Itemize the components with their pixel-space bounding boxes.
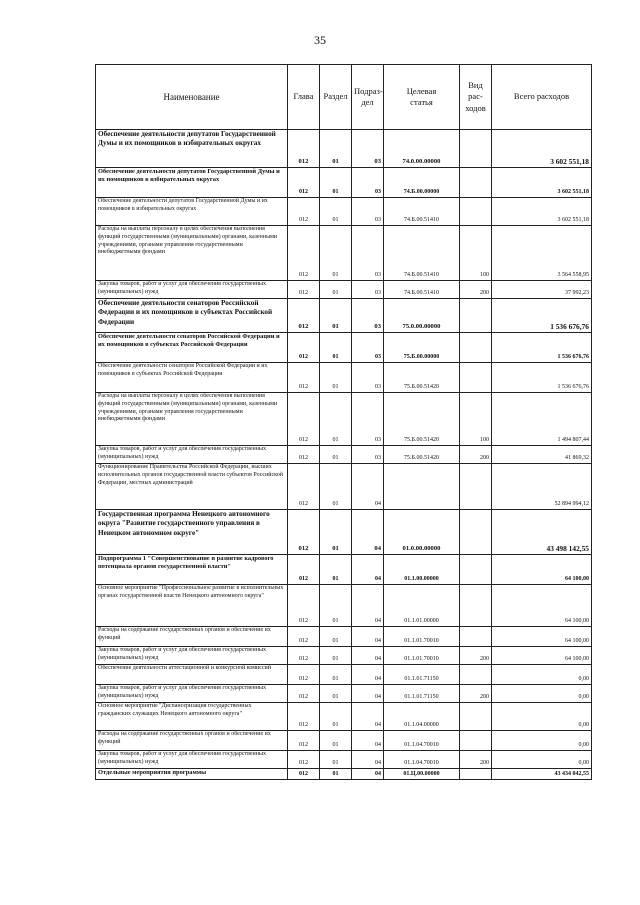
cell-glava: 012 <box>288 627 320 647</box>
cell-podrazdel: 03 <box>352 226 384 281</box>
cell-podrazdel: 03 <box>352 333 384 363</box>
cell-podrazdel: 03 <box>352 299 384 333</box>
cell-glava: 012 <box>288 585 320 627</box>
cell-razdel: 01 <box>320 446 352 464</box>
cell-total: 52 894 994,12 <box>492 464 592 510</box>
cell-name: Основное мероприятие "Диспансеризация государственных гражданских служащих Ненецкого автономного округа" <box>96 703 288 731</box>
cell-name: Отдельные мероприятия программы <box>96 769 288 780</box>
cell-name: Закупка товаров, работ и услуг для обеспечения государственных (муниципальных) нужд <box>96 751 288 769</box>
cell-celevaya: 74.Б.00.51410 <box>384 281 460 299</box>
cell-podrazdel: 03 <box>352 393 384 446</box>
cell-celevaya: 01.Ц.00.00000 <box>384 769 460 780</box>
cell-glava: 012 <box>288 130 320 168</box>
cell-razdel: 01 <box>320 627 352 647</box>
cell-name: Закупка товаров, работ и услуг для обеспечения государственных (муниципальных) нужд <box>96 281 288 299</box>
cell-celevaya: 74.Б.00.00000 <box>384 168 460 198</box>
cell-podrazdel: 03 <box>352 446 384 464</box>
cell-name: Расходы на выплаты персоналу в целях обеспечения выполнения функций государственными (муниципальными) органами, казенными учреждениями, органами управления государственными внебюджетными фондами <box>96 226 288 281</box>
table-row <box>96 731 592 751</box>
cell-podrazdel: 04 <box>352 647 384 665</box>
header-name: Наименование <box>96 65 288 130</box>
table-row <box>96 130 592 168</box>
cell-total: 3 602 551,18 <box>492 130 592 168</box>
cell-celevaya: 75.0.00.00000 <box>384 299 460 333</box>
cell-glava: 012 <box>288 769 320 780</box>
cell-total: 0,00 <box>492 751 592 769</box>
cell-razdel: 01 <box>320 647 352 665</box>
cell-vid <box>460 363 492 393</box>
cell-vid <box>460 627 492 647</box>
cell-podrazdel: 04 <box>352 510 384 555</box>
cell-razdel: 01 <box>320 226 352 281</box>
cell-celevaya: 01.1.04.00000 <box>384 703 460 731</box>
cell-vid <box>460 130 492 168</box>
cell-celevaya: 01.1.01.00000 <box>384 585 460 627</box>
header-vid: Вид рас- ходов <box>460 65 492 130</box>
cell-vid <box>460 510 492 555</box>
cell-vid <box>460 585 492 627</box>
cell-glava: 012 <box>288 510 320 555</box>
cell-celevaya: 74.Б.00.51410 <box>384 226 460 281</box>
header-razdel: Раздел <box>320 65 352 130</box>
cell-total: 37 992,23 <box>492 281 592 299</box>
cell-vid: 100 <box>460 393 492 446</box>
cell-total: 1 494 807,44 <box>492 393 592 446</box>
cell-name: Обеспечение деятельности аттестационной и конкурсной комиссий <box>96 665 288 685</box>
cell-vid <box>460 665 492 685</box>
cell-celevaya: 75.Б.00.51420 <box>384 363 460 393</box>
cell-name: Государственная программа Ненецкого автономного округа "Развитие государственного управления в Ненецком автономном округе" <box>96 510 288 555</box>
cell-podrazdel: 03 <box>352 130 384 168</box>
cell-total: 0,00 <box>492 665 592 685</box>
cell-podrazdel: 04 <box>352 703 384 731</box>
page-number: 35 <box>314 33 326 47</box>
cell-celevaya <box>384 464 460 510</box>
cell-podrazdel: 03 <box>352 168 384 198</box>
cell-glava: 012 <box>288 446 320 464</box>
table-row <box>96 446 592 464</box>
cell-vid <box>460 299 492 333</box>
cell-razdel: 01 <box>320 585 352 627</box>
table-row <box>96 685 592 703</box>
cell-razdel: 01 <box>320 198 352 226</box>
cell-glava: 012 <box>288 168 320 198</box>
cell-razdel: 01 <box>320 333 352 363</box>
cell-glava: 012 <box>288 198 320 226</box>
cell-glava: 012 <box>288 703 320 731</box>
cell-vid: 200 <box>460 647 492 665</box>
cell-razdel: 01 <box>320 281 352 299</box>
cell-razdel: 01 <box>320 510 352 555</box>
cell-podrazdel: 04 <box>352 555 384 585</box>
cell-podrazdel: 04 <box>352 731 384 751</box>
cell-vid <box>460 703 492 731</box>
table-row <box>96 393 592 446</box>
cell-name: Расходы на содержание государственных органов и обеспечение их функций <box>96 731 288 751</box>
cell-razdel: 01 <box>320 363 352 393</box>
cell-celevaya: 75.Б.00.00000 <box>384 333 460 363</box>
cell-vid <box>460 731 492 751</box>
table-row <box>96 281 592 299</box>
cell-total: 1 536 676,76 <box>492 333 592 363</box>
cell-name: Подпрограмма 1 "Совершенствование и развитие кадрового потенциала органов государственной власти" <box>96 555 288 585</box>
cell-total: 3 602 551,18 <box>492 198 592 226</box>
cell-celevaya: 01.1.01.70010 <box>384 647 460 665</box>
cell-glava: 012 <box>288 647 320 665</box>
table-row <box>96 585 592 627</box>
cell-podrazdel: 04 <box>352 769 384 780</box>
cell-vid <box>460 333 492 363</box>
cell-glava: 012 <box>288 281 320 299</box>
cell-razdel: 01 <box>320 685 352 703</box>
cell-razdel: 01 <box>320 299 352 333</box>
cell-name: Расходы на содержание государственных органов и обеспечение их функций <box>96 627 288 647</box>
cell-podrazdel: 03 <box>352 281 384 299</box>
cell-celevaya: 01.1.04.70010 <box>384 751 460 769</box>
cell-total: 64 100,00 <box>492 647 592 665</box>
cell-total: 41 869,32 <box>492 446 592 464</box>
cell-celevaya: 74.Б.00.51410 <box>384 198 460 226</box>
cell-vid <box>460 198 492 226</box>
table-row <box>96 299 592 333</box>
table-header-row <box>96 65 592 130</box>
cell-glava: 012 <box>288 555 320 585</box>
cell-name: Функционирование Правительства Российской Федерации, высших исполнительных органов государственной власти субъектов Российской Федерации, местных администраций <box>96 464 288 510</box>
cell-vid <box>460 464 492 510</box>
table-body <box>96 130 592 780</box>
cell-podrazdel: 04 <box>352 585 384 627</box>
header-podrazdel: Подраз- дел <box>352 65 384 130</box>
table-row <box>96 647 592 665</box>
table-row <box>96 363 592 393</box>
cell-razdel: 01 <box>320 555 352 585</box>
table-row <box>96 769 592 780</box>
header-total: Всего расходов <box>492 65 592 130</box>
cell-podrazdel: 04 <box>352 685 384 703</box>
cell-celevaya: 01.1.01.71150 <box>384 685 460 703</box>
cell-name: Расходы на выплаты персоналу в целях обеспечения выполнения функций государственными (муниципальными) органами, казенными учреждениями, органами управления государственными внебюджетными фондами <box>96 393 288 446</box>
cell-glava: 012 <box>288 393 320 446</box>
cell-name: Обеспечение деятельности сенаторов Российской Федерации и их помощников в субъектах Российской Федерации <box>96 299 288 333</box>
table-row <box>96 627 592 647</box>
cell-total: 0,00 <box>492 703 592 731</box>
cell-razdel: 01 <box>320 703 352 731</box>
cell-vid: 200 <box>460 281 492 299</box>
cell-celevaya: 01.1.04.70010 <box>384 731 460 751</box>
cell-total: 0,00 <box>492 731 592 751</box>
table-row <box>96 751 592 769</box>
cell-total: 64 100,00 <box>492 555 592 585</box>
cell-glava: 012 <box>288 299 320 333</box>
header-celevaya: Целевая статья <box>384 65 460 130</box>
cell-total: 3 564 558,95 <box>492 226 592 281</box>
cell-glava: 012 <box>288 731 320 751</box>
cell-total: 3 602 551,18 <box>492 168 592 198</box>
cell-name: Обеспечение деятельности депутатов Государственной Думы и их помощников в избирательных округах <box>96 198 288 226</box>
cell-razdel: 01 <box>320 130 352 168</box>
cell-total: 43 434 042,55 <box>492 769 592 780</box>
table-row <box>96 464 592 510</box>
table-row <box>96 555 592 585</box>
cell-razdel: 01 <box>320 464 352 510</box>
cell-vid <box>460 168 492 198</box>
table-row <box>96 333 592 363</box>
cell-razdel: 01 <box>320 393 352 446</box>
cell-vid: 200 <box>460 685 492 703</box>
cell-glava: 012 <box>288 333 320 363</box>
cell-vid: 200 <box>460 751 492 769</box>
cell-name: Основное мероприятие "Профессиональное развитие в исполнительных органах государственной власти Ненецкого автономного округа" <box>96 585 288 627</box>
cell-podrazdel: 04 <box>352 627 384 647</box>
cell-podrazdel: 03 <box>352 198 384 226</box>
cell-razdel: 01 <box>320 168 352 198</box>
cell-podrazdel: 04 <box>352 751 384 769</box>
cell-celevaya: 74.0.00.00000 <box>384 130 460 168</box>
cell-celevaya: 75.Б.00.51420 <box>384 446 460 464</box>
cell-glava: 012 <box>288 751 320 769</box>
cell-podrazdel: 03 <box>352 363 384 393</box>
header-glava: Глава <box>288 65 320 130</box>
cell-podrazdel: 04 <box>352 464 384 510</box>
cell-razdel: 01 <box>320 751 352 769</box>
cell-name: Обеспечение деятельности депутатов Государственной Думы и их помощников в избирательных округах <box>96 168 288 198</box>
table-row <box>96 226 592 281</box>
cell-podrazdel: 04 <box>352 665 384 685</box>
cell-name: Закупка товаров, работ и услуг для обеспечения государственных (муниципальных) нужд <box>96 685 288 703</box>
expenditure-table <box>95 64 592 780</box>
table-row <box>96 168 592 198</box>
cell-total: 1 536 676,76 <box>492 299 592 333</box>
cell-total: 43 498 142,55 <box>492 510 592 555</box>
cell-total: 1 536 676,76 <box>492 363 592 393</box>
cell-glava: 012 <box>288 226 320 281</box>
cell-razdel: 01 <box>320 769 352 780</box>
cell-glava: 012 <box>288 464 320 510</box>
cell-name: Закупка товаров, работ и услуг для обеспечения государственных (муниципальных) нужд <box>96 647 288 665</box>
table-row <box>96 703 592 731</box>
cell-celevaya: 01.0.00.00000 <box>384 510 460 555</box>
cell-celevaya: 01.1.00.00000 <box>384 555 460 585</box>
cell-glava: 012 <box>288 363 320 393</box>
cell-total: 64 100,00 <box>492 585 592 627</box>
cell-total: 0,00 <box>492 685 592 703</box>
cell-glava: 012 <box>288 685 320 703</box>
cell-celevaya: 75.Б.00.51420 <box>384 393 460 446</box>
cell-name: Обеспечение деятельности сенаторов Российской Федерации и их помощников в субъектах Российской Федерации <box>96 363 288 393</box>
cell-razdel: 01 <box>320 731 352 751</box>
cell-vid: 100 <box>460 226 492 281</box>
table-row <box>96 665 592 685</box>
cell-name: Закупка товаров, работ и услуг для обеспечения государственных (муниципальных) нужд <box>96 446 288 464</box>
cell-celevaya: 01.1.01.71150 <box>384 665 460 685</box>
cell-name: Обеспечение деятельности сенаторов Российской Федерации и их помощников в субъектах Российской Федерации <box>96 333 288 363</box>
table-row <box>96 510 592 555</box>
cell-vid: 200 <box>460 446 492 464</box>
cell-name: Обеспечение деятельности депутатов Государственной Думы и их помощников в избирательных округах <box>96 130 288 168</box>
cell-total: 64 100,00 <box>492 627 592 647</box>
cell-vid <box>460 769 492 780</box>
cell-celevaya: 01.1.01.70010 <box>384 627 460 647</box>
table-row <box>96 198 592 226</box>
cell-vid <box>460 555 492 585</box>
cell-glava: 012 <box>288 665 320 685</box>
cell-razdel: 01 <box>320 665 352 685</box>
